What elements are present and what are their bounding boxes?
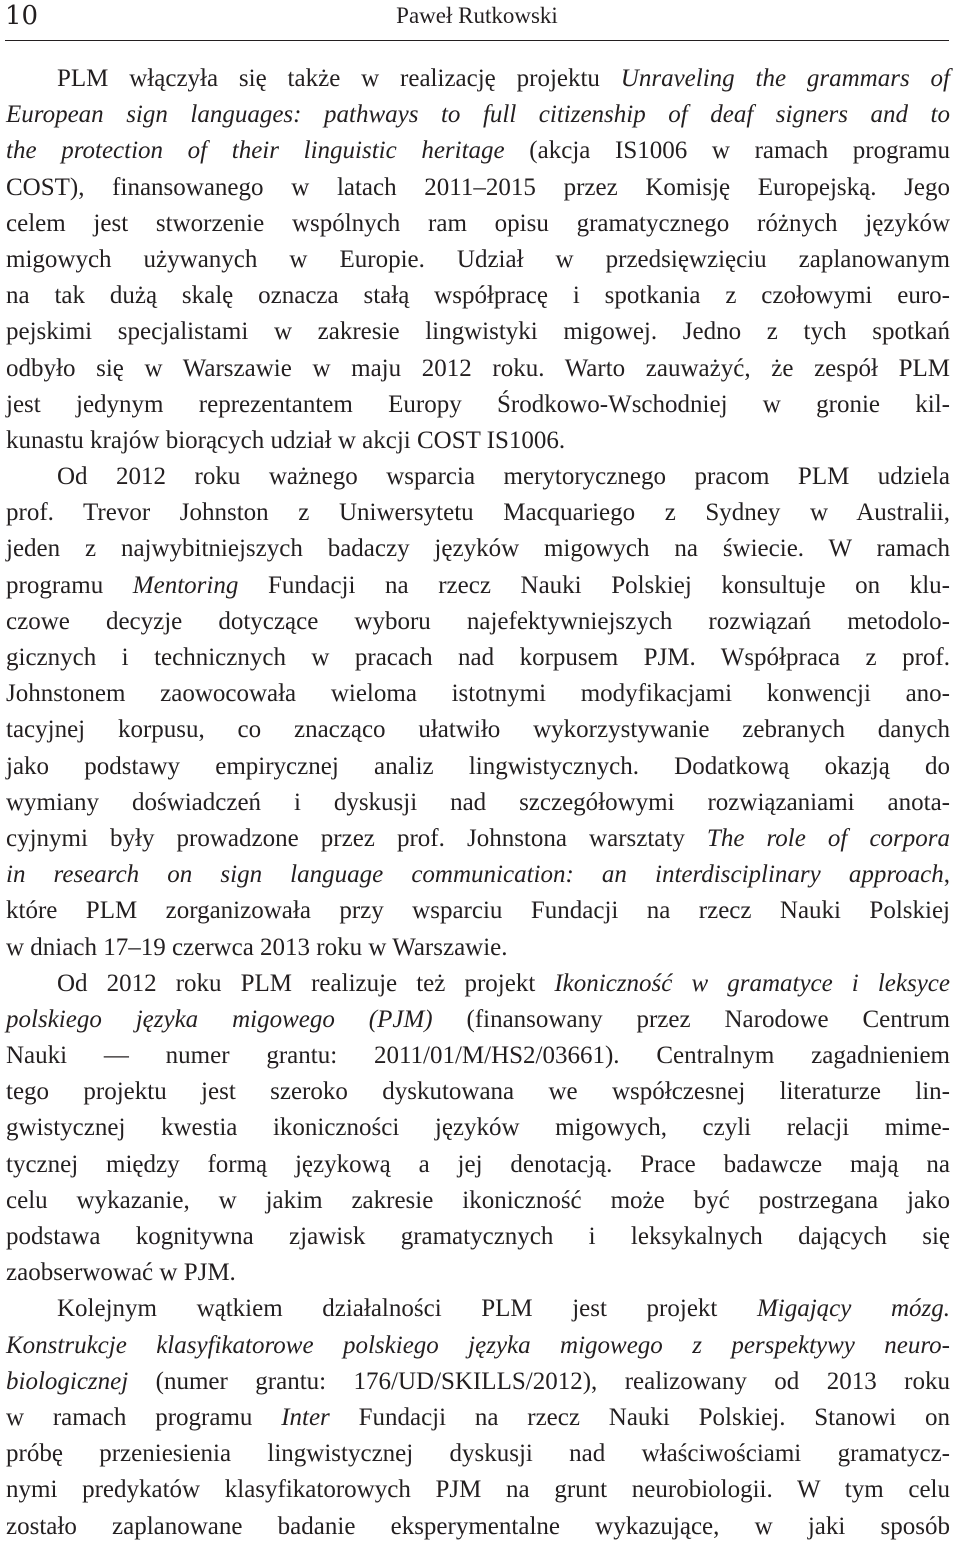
text-line — [6, 133, 950, 169]
text-run: gwistycznej kwestia ikoniczności języków migowych, czyli relacji mime- — [6, 1114, 950, 1142]
text-line — [6, 930, 950, 966]
italic-run: Unraveling the grammars of — [620, 65, 950, 92]
text-run: Od 2012 roku ważnego wsparcia merytorycznego pracom PLM udziela — [57, 463, 950, 491]
text-line — [6, 495, 950, 531]
text-run: próbę przeniesienia lingwistycznej dyskusji nad właściwościami gramatycz- — [6, 1440, 950, 1468]
text-line — [6, 1400, 950, 1436]
text-run: jest jedynym reprezentantem Europy Środkowo-Wschodniej w gronie kil- — [6, 390, 950, 418]
text-run: na tak dużą skalę oznacza stałą współpracę i spotkania z czołowymi euro- — [6, 282, 950, 310]
text-line — [6, 676, 950, 712]
text-run: wymiany doświadczeń i dyskusji nad szczegółowymi rozwiązaniami anota- — [6, 788, 950, 816]
text-line — [6, 568, 950, 604]
running-head: Paweł Rutkowski — [396, 3, 558, 28]
text-line — [6, 785, 950, 821]
italic-run: The role of corpora — [706, 824, 951, 852]
text-run: COST), finansowanego w latach 2011–2015 przez Komisję Europejską. Jego — [6, 173, 950, 201]
page-header — [5, 0, 949, 41]
text-run: (akcja IS1006 w ramach programu — [504, 137, 950, 165]
text-line — [6, 1509, 950, 1545]
text-line — [6, 1255, 950, 1291]
text-run: kunastu krajów biorących udział w akcji COST IS1006. — [6, 426, 566, 454]
text-run: Johnstonem zaowocowała wieloma istotnymi modyfikacjami konwencji ano- — [6, 680, 950, 708]
text-line — [6, 893, 950, 929]
text-run: migowych używanych w Europie. Udział w przedsięwzięciu zaplanowanym — [6, 245, 950, 273]
italic-run: European sign languages: pathways to full citizenship of deaf signers and to — [6, 101, 950, 129]
text-run: czowe decyzje dotyczące wyboru najefektywniejszych rozwiązań metodolo- — [6, 607, 950, 635]
text-run: zostało zaplanowane badanie eksperymentalne wykazujące, w jaki sposób — [6, 1512, 950, 1540]
text-run: gicznych i technicznych w pracach nad korpusem PJM. Współpraca z prof. — [6, 644, 950, 671]
text-run: prof. Trevor Johnston z Uniwersytetu Macquariego z Sydney w Australii, — [6, 499, 950, 527]
text-line — [6, 1364, 950, 1400]
text-line — [6, 1147, 950, 1183]
text-run: nymi predykatów klasyfikatorowych PJM na grunt neurobiologii. W tym celu — [6, 1476, 950, 1504]
text-line — [6, 459, 950, 495]
text-line — [6, 278, 950, 314]
text-line — [6, 1472, 950, 1508]
page-number: 10 — [5, 1, 39, 31]
text-run: (numer grantu: 176/UD/SKILLS/2012), realizowany od 2013 roku — [128, 1367, 950, 1395]
italic-run: Ikoniczność w gramatyce i leksyce — [554, 969, 950, 997]
text-run: Fundacji na rzecz Nauki Polskiej. Stanowi on — [329, 1403, 950, 1431]
text-line — [6, 242, 950, 278]
text-line — [6, 1219, 950, 1255]
text-run: odbyło się w Warszawie w maju 2012 roku. Warto zauważyć, że zespół PLM — [6, 354, 950, 382]
text-run: celem jest stworzenie wspólnych ram opisu gramatycznego różnych języków — [6, 209, 950, 237]
text-line — [6, 1183, 950, 1219]
text-line — [6, 640, 950, 676]
text-run: tycznej między formą językową a jej denotacją. Prace badawcze mają na — [6, 1150, 950, 1178]
text-line — [6, 1002, 950, 1038]
text-line — [6, 206, 950, 242]
text-line — [6, 387, 950, 423]
text-run: Fundacji na rzecz Nauki Polskiej konsultuje on klu- — [238, 571, 950, 599]
body-text — [6, 61, 950, 1545]
italic-run: Konstrukcje klasyfikatorowe polskiego języka migowego z perspektywy neuro- — [6, 1331, 950, 1359]
text-line — [6, 423, 950, 459]
text-run: jako podstawy empirycznej analiz lingwistycznych. Dodatkową okazją do — [6, 752, 950, 780]
italic-run: in research on sign language communication: an interdisciplinary approach — [6, 861, 944, 889]
text-line — [6, 531, 950, 567]
text-line — [6, 351, 950, 387]
text-run: celu wykazanie, w jakim zakresie ikoniczność może być postrzegana jako — [6, 1186, 950, 1214]
italic-run: the protection of their linguistic heritage — [6, 137, 505, 165]
text-run: Od 2012 roku PLM realizuje też projekt — [57, 969, 555, 997]
text-line — [6, 314, 950, 350]
text-line — [6, 1291, 950, 1327]
text-line — [6, 97, 950, 133]
text-run: tego projektu jest szeroko dyskutowana we współczesnej literaturze lin- — [6, 1078, 950, 1106]
text-run: podstawa kognitywna zjawisk gramatycznych i leksykalnych dających się — [6, 1223, 950, 1250]
text-run: pejskimi specjalistami w zakresie lingwistyki migowej. Jedno z tych spotkań — [6, 318, 950, 346]
text-line — [6, 1074, 950, 1110]
text-run: (finansowany przez Narodowe Centrum — [432, 1005, 950, 1033]
text-line — [6, 1328, 950, 1364]
italic-run: biologicznej — [6, 1367, 129, 1395]
text-line — [6, 1436, 950, 1472]
text-line — [6, 1110, 950, 1146]
text-run: PLM włączyła się także w realizację projektu — [57, 65, 621, 92]
text-run: w dniach 17–19 czerwca 2013 roku w Warszawie. — [6, 933, 508, 961]
text-line — [6, 749, 950, 785]
text-line — [6, 966, 950, 1002]
text-line — [6, 170, 950, 206]
text-run: w ramach programu — [6, 1403, 282, 1431]
italic-run: Inter — [281, 1403, 330, 1431]
text-run: jeden z najwybitniejszych badaczy języków migowych na świecie. W ramach — [6, 535, 950, 563]
text-run: które PLM zorganizowała przy wsparciu Fundacji na rzecz Nauki Polskiej — [6, 897, 950, 925]
text-run: programu — [6, 571, 133, 599]
text-run: Kolejnym wątkiem działalności PLM jest projekt — [57, 1295, 757, 1323]
text-line — [6, 1038, 950, 1074]
text-line — [6, 61, 950, 97]
text-run: tacyjnej korpusu, co znacząco ułatwiło wykorzystywanie zebranych danych — [6, 716, 950, 744]
text-line — [6, 712, 950, 748]
text-line — [6, 821, 950, 857]
text-line — [6, 857, 950, 893]
italic-run: polskiego języka migowego (PJM) — [6, 1005, 433, 1033]
text-run: cyjnymi były prowadzone przez prof. Johnstona warsztaty — [6, 824, 707, 852]
text-run: zaobserwować w PJM. — [6, 1259, 236, 1287]
text-line — [6, 604, 950, 640]
italic-run: Mentoring — [132, 571, 239, 599]
text-run: Nauki — numer grantu: 2011/01/M/HS2/03661). Centralnym zagadnieniem — [6, 1042, 950, 1070]
italic-run: Migający mózg. — [756, 1295, 950, 1323]
text-run: , — [943, 861, 950, 889]
